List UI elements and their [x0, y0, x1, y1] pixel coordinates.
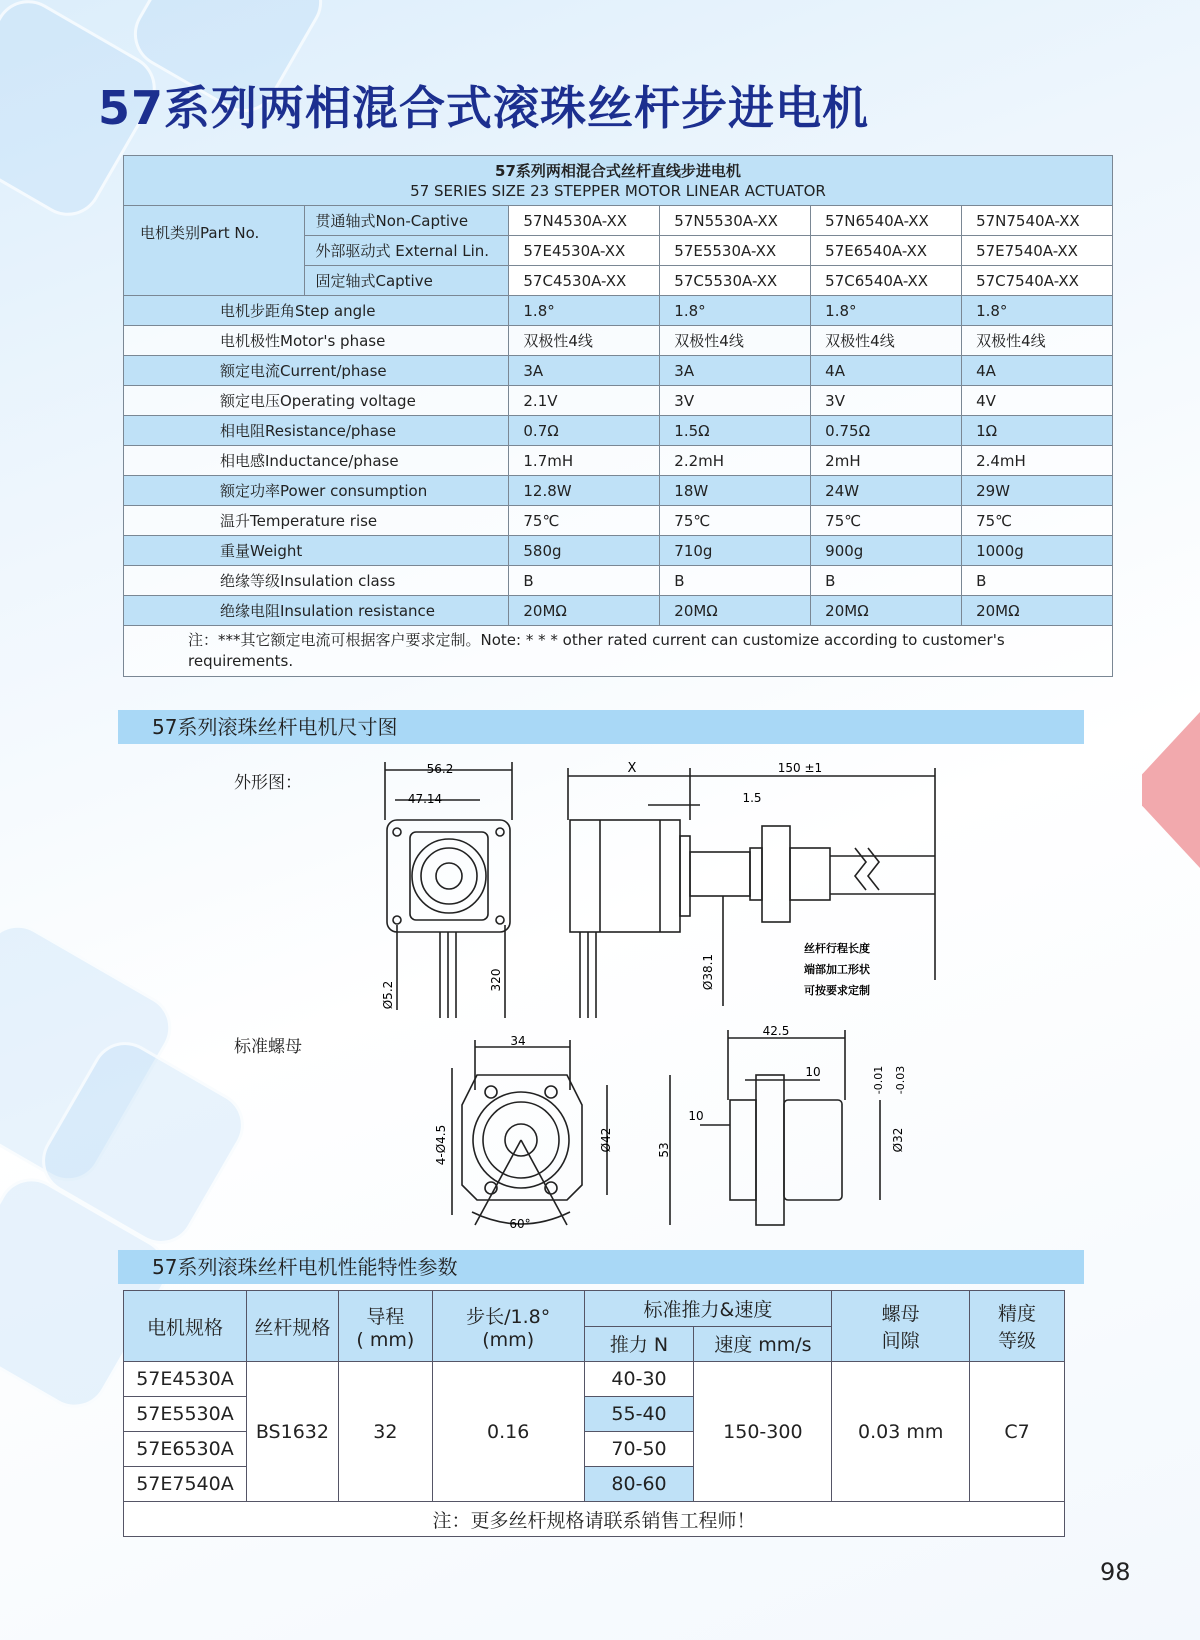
model-cell: 57E4530A — [124, 1362, 247, 1397]
screw-cell: BS1632 — [246, 1362, 338, 1502]
dim-width: 56.2 — [426, 762, 454, 776]
h-grade — [970, 1291, 1065, 1362]
dim-lead: 320 — [489, 968, 503, 992]
part-type: 贯通轴式Non-Captive — [305, 206, 509, 236]
spec-value: 3V — [660, 386, 811, 416]
model-cell: 57E6530A — [124, 1432, 247, 1467]
spec-value: 双极性4线 — [962, 326, 1113, 356]
dim-length: 150 ±1 — [777, 761, 823, 775]
spec-label: 额定电流Current/phase — [124, 356, 509, 386]
nut-len: 42.5 — [762, 1024, 790, 1038]
nut-label: 标准螺母 — [234, 1037, 302, 1057]
spec-value: 1.8° — [509, 296, 660, 326]
h-force: 推力 N — [584, 1326, 694, 1362]
nut-tol-2: -0.03 — [894, 1065, 907, 1095]
spec-value: 3A — [660, 356, 811, 386]
nut-flange: 10 — [805, 1065, 821, 1079]
part-value: 57C6540A-XX — [811, 266, 962, 296]
spec-value: 24W — [811, 476, 962, 506]
spec-value: 900g — [811, 536, 962, 566]
dim-bolt: 47.14 — [407, 792, 443, 806]
part-value: 57N6540A-XX — [811, 206, 962, 236]
spec-label: 绝缘等级Insulation class — [124, 566, 509, 596]
h-step-2: (mm) — [482, 1328, 535, 1351]
spec-value: 18W — [660, 476, 811, 506]
spec-label: 温升Temperature rise — [124, 506, 509, 536]
part-value: 57E5530A-XX — [660, 236, 811, 266]
part-value: 57N7540A-XX — [962, 206, 1113, 236]
spec-value: 3A — [509, 356, 660, 386]
perf-note-row — [124, 1502, 1065, 1537]
spec-value: B — [660, 566, 811, 596]
perf-table — [123, 1290, 1065, 1537]
model-cell: 57E7540A — [124, 1467, 247, 1502]
h-speed: 速度 mm/s — [694, 1326, 832, 1362]
part-type: 外部驱动式 External Lin. — [305, 236, 509, 266]
h-screw: 丝杆规格 — [246, 1291, 338, 1362]
h-force-speed: 标准推力&速度 — [584, 1291, 832, 1327]
spec-value: 4A — [962, 356, 1113, 386]
outline-label: 外形图： — [234, 773, 302, 793]
step-cell: 0.16 — [432, 1362, 584, 1502]
spec-value: 75℃ — [660, 506, 811, 536]
perf-row — [124, 1362, 1065, 1397]
spec-value: 12.8W — [509, 476, 660, 506]
spec-value: B — [509, 566, 660, 596]
nut-dia: Ø42 — [599, 1127, 613, 1153]
side-view — [568, 768, 935, 1018]
lead-cell: 32 — [338, 1362, 432, 1502]
spec-value: 1.5Ω — [660, 416, 811, 446]
spec-value: 双极性4线 — [509, 326, 660, 356]
gap-cell: 0.03 mm — [832, 1362, 970, 1502]
page-number: 98 — [1100, 1558, 1131, 1586]
spec-value: 2.2mH — [660, 446, 811, 476]
force-cell: 80-60 — [584, 1467, 694, 1502]
spec-value: 1.8° — [660, 296, 811, 326]
spec-value: 0.7Ω — [509, 416, 660, 446]
spec-heading-en: 57 SERIES SIZE 23 STEPPER MOTOR LINEAR ACTUATOR — [410, 181, 826, 200]
dim-step: 1.5 — [742, 791, 762, 805]
spec-label: 重量Weight — [124, 536, 509, 566]
spec-value: 1.8° — [962, 296, 1113, 326]
part-value: 57E7540A-XX — [962, 236, 1113, 266]
spec-value: 20MΩ — [811, 596, 962, 626]
perf-header-row — [124, 1291, 1065, 1327]
h-step-1: 步长/1.8° — [466, 1305, 551, 1328]
h-model: 电机规格 — [124, 1291, 247, 1362]
part-value: 57C5530A-XX — [660, 266, 811, 296]
h-lead-2: ( mm) — [356, 1328, 415, 1351]
dim-dia: Ø38.1 — [701, 953, 715, 991]
spec-value: 双极性4线 — [811, 326, 962, 356]
nut-angle: 60° — [509, 1217, 531, 1231]
spec-label: 绝缘电阻Insulation resistance — [124, 596, 509, 626]
dim-hole: Ø5.2 — [381, 980, 395, 1010]
h-gap-1: 螺母 — [881, 1303, 920, 1325]
side-note-3: 可按要求定制 — [804, 984, 870, 997]
part-value: 57C7540A-XX — [962, 266, 1113, 296]
spec-label: 电机极性Motor's phase — [124, 326, 509, 356]
spec-value: 2.4mH — [962, 446, 1113, 476]
part-value: 57N4530A-XX — [509, 206, 660, 236]
nut-side-view — [670, 1030, 880, 1225]
nut-front-view — [452, 1040, 607, 1225]
spec-value: 1.7mH — [509, 446, 660, 476]
spec-value: 710g — [660, 536, 811, 566]
h-gap — [832, 1291, 970, 1362]
perf-section-title: 57系列滚珠丝杆电机性能特性参数 — [118, 1250, 1084, 1284]
dim-x: X — [627, 761, 637, 776]
nut-holes: 4-Ø4.5 — [434, 1124, 448, 1166]
nut-side-dia: Ø32 — [891, 1127, 905, 1153]
force-cell: 55-40 — [584, 1397, 694, 1432]
spec-note: 注：***其它额定电流可根据客户要求定制。Note: * * * other rated current can customize according to customer's requirements. — [124, 626, 1113, 677]
part-no-label: 电机类别Part No. — [124, 206, 305, 296]
spec-value: B — [811, 566, 962, 596]
part-value: 57C4530A-XX — [509, 266, 660, 296]
spec-value: 1000g — [962, 536, 1113, 566]
spec-value: 2mH — [811, 446, 962, 476]
h-lead-1: 导程 — [366, 1305, 405, 1328]
spec-label: 相电感Inductance/phase — [124, 446, 509, 476]
spec-value: 20MΩ — [509, 596, 660, 626]
side-note-2: 端部加工形状 — [804, 963, 870, 976]
spec-label: 额定电压Operating voltage — [124, 386, 509, 416]
part-value: 57N5530A-XX — [660, 206, 811, 236]
h-lead — [338, 1291, 432, 1362]
dims-section-title: 57系列滚珠丝杆电机尺寸图 — [118, 710, 1084, 744]
h-step — [432, 1291, 584, 1362]
spec-value: 4A — [811, 356, 962, 386]
part-type: 固定轴式Captive — [305, 266, 509, 296]
side-note-1: 丝杆行程长度 — [804, 942, 870, 955]
spec-label: 电机步距角Step angle — [124, 296, 509, 326]
page-title: 57系列两相混合式滚珠丝杆步进电机 — [98, 81, 870, 135]
spec-value: 75℃ — [509, 506, 660, 536]
spec-value: 0.75Ω — [811, 416, 962, 446]
perf-note: 注：更多丝杆规格请联系销售工程师！ — [124, 1502, 1065, 1537]
force-cell: 70-50 — [584, 1432, 694, 1467]
spec-heading-cn: 57系列两相混合式丝杆直线步进电机 — [495, 161, 741, 180]
spec-value: 29W — [962, 476, 1113, 506]
speed-cell: 150-300 — [694, 1362, 832, 1502]
nut-tol-1: -0.01 — [872, 1065, 885, 1095]
spec-value: 580g — [509, 536, 660, 566]
part-value: 57E4530A-XX — [509, 236, 660, 266]
spec-value: 双极性4线 — [660, 326, 811, 356]
spec-value: 1Ω — [962, 416, 1113, 446]
spec-value: 3V — [811, 386, 962, 416]
spec-value: 1.8° — [811, 296, 962, 326]
spec-value: 2.1V — [509, 386, 660, 416]
h-grade-1: 精度 — [998, 1303, 1037, 1325]
h-grade-2: 等级 — [998, 1330, 1037, 1352]
h-gap-2: 间隙 — [881, 1330, 920, 1352]
spec-value: 20MΩ — [660, 596, 811, 626]
spec-value: B — [962, 566, 1113, 596]
spec-value: 75℃ — [811, 506, 962, 536]
nut-w: 34 — [510, 1034, 526, 1048]
nut-boss: 10 — [688, 1109, 704, 1123]
model-cell: 57E5530A — [124, 1397, 247, 1432]
spec-value: 20MΩ — [962, 596, 1113, 626]
grade-cell: C7 — [970, 1362, 1065, 1502]
part-value: 57E6540A-XX — [811, 236, 962, 266]
spec-label: 相电阻Resistance/phase — [124, 416, 509, 446]
nut-h: 53 — [657, 1142, 671, 1158]
force-cell: 40-30 — [584, 1362, 694, 1397]
spec-value: 75℃ — [962, 506, 1113, 536]
spec-value: 4V — [962, 386, 1113, 416]
spec-label: 额定功率Power consumption — [124, 476, 509, 506]
